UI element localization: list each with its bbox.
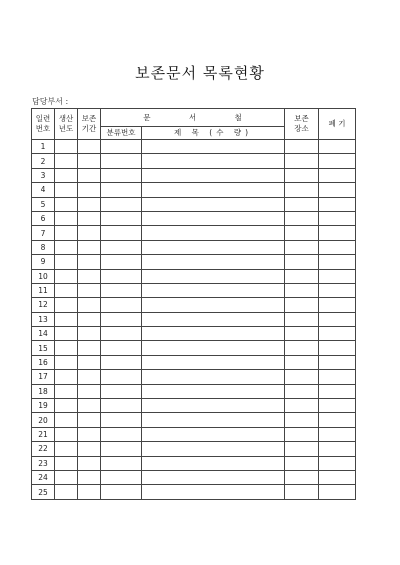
retention-period-cell[interactable] [78, 427, 101, 441]
department-label: 담당부서 : [32, 97, 69, 106]
classification-number-cell[interactable] [101, 283, 142, 297]
production-year-cell[interactable] [55, 154, 78, 168]
subject-cell[interactable] [142, 370, 285, 384]
production-year-cell[interactable] [55, 211, 78, 225]
serial-number-cell: 1 [32, 140, 55, 154]
production-year-cell[interactable] [55, 470, 78, 484]
storage-location-cell[interactable] [285, 211, 319, 225]
classification-number-cell[interactable] [101, 485, 142, 499]
page-title: 보존문서 목록현황 [135, 64, 265, 82]
storage-location-cell[interactable] [285, 154, 319, 168]
retention-period-cell[interactable] [78, 399, 101, 413]
serial-number-cell: 22 [32, 442, 55, 456]
classification-number-cell[interactable] [101, 255, 142, 269]
disposal-cell[interactable] [319, 427, 356, 441]
retention-period-cell[interactable] [78, 168, 101, 182]
subject-cell[interactable] [142, 240, 285, 254]
table-row [32, 140, 356, 154]
subject-cell[interactable] [142, 485, 285, 499]
retention-period-cell[interactable] [78, 384, 101, 398]
retention-period-cell[interactable] [78, 240, 101, 254]
table-row [32, 255, 356, 269]
disposal-cell[interactable] [319, 168, 356, 182]
table-row [32, 298, 356, 312]
retention-period-cell[interactable] [78, 255, 101, 269]
table-row [32, 456, 356, 470]
storage-location-cell[interactable] [285, 183, 319, 197]
retention-period-cell[interactable] [78, 413, 101, 427]
storage-location-cell[interactable] [285, 255, 319, 269]
subject-cell[interactable] [142, 413, 285, 427]
subject-cell[interactable] [142, 355, 285, 369]
disposal-cell[interactable] [319, 355, 356, 369]
disposal-cell[interactable] [319, 240, 356, 254]
disposal-cell[interactable] [319, 399, 356, 413]
classification-number-cell[interactable] [101, 413, 142, 427]
subject-cell[interactable] [142, 283, 285, 297]
table-row [32, 370, 356, 384]
classification-number-cell[interactable] [101, 226, 142, 240]
serial-number-cell: 24 [32, 470, 55, 484]
subject-cell[interactable] [142, 168, 285, 182]
serial-number-cell: 10 [32, 269, 55, 283]
production-year-cell[interactable] [55, 283, 78, 297]
classification-number-cell[interactable] [101, 442, 142, 456]
disposal-cell[interactable] [319, 442, 356, 456]
subject-cell[interactable] [142, 442, 285, 456]
disposal-cell[interactable] [319, 197, 356, 211]
retention-period-cell[interactable] [78, 269, 101, 283]
serial-number-cell: 18 [32, 384, 55, 398]
retention-period-cell[interactable] [78, 140, 101, 154]
header-retention-period: 보존 기간 [78, 109, 101, 140]
production-year-cell[interactable] [55, 197, 78, 211]
storage-location-cell[interactable] [285, 283, 319, 297]
storage-location-cell[interactable] [285, 341, 319, 355]
production-year-cell[interactable] [55, 399, 78, 413]
disposal-cell[interactable] [319, 384, 356, 398]
table-row [32, 413, 356, 427]
table-row [32, 183, 356, 197]
production-year-cell[interactable] [55, 327, 78, 341]
disposal-cell[interactable] [319, 485, 356, 499]
retention-period-cell[interactable] [78, 327, 101, 341]
classification-number-cell[interactable] [101, 399, 142, 413]
serial-number-cell: 12 [32, 298, 55, 312]
disposal-cell[interactable] [319, 183, 356, 197]
table-row [32, 327, 356, 341]
production-year-cell[interactable] [55, 355, 78, 369]
retention-period-cell[interactable] [78, 456, 101, 470]
table-row [32, 168, 356, 182]
table-row [32, 283, 356, 297]
classification-number-cell[interactable] [101, 211, 142, 225]
storage-location-cell[interactable] [285, 456, 319, 470]
retention-period-cell[interactable] [78, 226, 101, 240]
serial-number-cell: 15 [32, 341, 55, 355]
production-year-cell[interactable] [55, 384, 78, 398]
serial-number-cell: 13 [32, 312, 55, 326]
document-register-table [31, 108, 356, 500]
header-subject-quantity: 제 목 (수 량) [142, 127, 285, 140]
serial-number-cell: 23 [32, 456, 55, 470]
storage-location-cell[interactable] [285, 168, 319, 182]
subject-cell[interactable] [142, 183, 285, 197]
disposal-cell[interactable] [319, 211, 356, 225]
subject-cell[interactable] [142, 399, 285, 413]
classification-number-cell[interactable] [101, 140, 142, 154]
storage-location-cell[interactable] [285, 269, 319, 283]
production-year-cell[interactable] [55, 485, 78, 499]
table-row [32, 240, 356, 254]
subject-cell[interactable] [142, 312, 285, 326]
storage-location-cell[interactable] [285, 240, 319, 254]
retention-period-cell[interactable] [78, 154, 101, 168]
subject-cell[interactable] [142, 226, 285, 240]
subject-cell[interactable] [142, 269, 285, 283]
subject-cell[interactable] [142, 197, 285, 211]
production-year-cell[interactable] [55, 442, 78, 456]
disposal-cell[interactable] [319, 456, 356, 470]
storage-location-cell[interactable] [285, 427, 319, 441]
disposal-cell[interactable] [319, 470, 356, 484]
serial-number-cell: 4 [32, 183, 55, 197]
classification-number-cell[interactable] [101, 154, 142, 168]
retention-period-cell[interactable] [78, 442, 101, 456]
serial-number-cell: 16 [32, 355, 55, 369]
production-year-cell[interactable] [55, 341, 78, 355]
classification-number-cell[interactable] [101, 312, 142, 326]
classification-number-cell[interactable] [101, 470, 142, 484]
disposal-cell[interactable] [319, 154, 356, 168]
serial-number-cell: 20 [32, 413, 55, 427]
classification-number-cell[interactable] [101, 327, 142, 341]
storage-location-cell[interactable] [285, 197, 319, 211]
storage-location-cell[interactable] [285, 327, 319, 341]
table-row [32, 312, 356, 326]
serial-number-cell: 2 [32, 154, 55, 168]
production-year-cell[interactable] [55, 226, 78, 240]
serial-number-cell: 3 [32, 168, 55, 182]
retention-period-cell[interactable] [78, 283, 101, 297]
table-row [32, 355, 356, 369]
header-classification-number: 분류번호 [101, 127, 142, 140]
table-row [32, 442, 356, 456]
disposal-cell[interactable] [319, 370, 356, 384]
subject-cell[interactable] [142, 456, 285, 470]
table-row [32, 197, 356, 211]
disposal-cell[interactable] [319, 312, 356, 326]
production-year-cell[interactable] [55, 413, 78, 427]
serial-number-cell: 17 [32, 370, 55, 384]
retention-period-cell[interactable] [78, 197, 101, 211]
storage-location-cell[interactable] [285, 413, 319, 427]
disposal-cell[interactable] [319, 283, 356, 297]
production-year-cell[interactable] [55, 427, 78, 441]
table-row [32, 341, 356, 355]
table-row [32, 154, 356, 168]
retention-period-cell[interactable] [78, 183, 101, 197]
storage-location-cell[interactable] [285, 226, 319, 240]
subject-cell[interactable] [142, 298, 285, 312]
subject-cell[interactable] [142, 327, 285, 341]
classification-number-cell[interactable] [101, 370, 142, 384]
production-year-cell[interactable] [55, 269, 78, 283]
retention-period-cell[interactable] [78, 312, 101, 326]
production-year-cell[interactable] [55, 240, 78, 254]
retention-period-cell[interactable] [78, 298, 101, 312]
subject-cell[interactable] [142, 384, 285, 398]
production-year-cell[interactable] [55, 183, 78, 197]
classification-number-cell[interactable] [101, 240, 142, 254]
retention-period-cell[interactable] [78, 485, 101, 499]
table-row [32, 269, 356, 283]
production-year-cell[interactable] [55, 456, 78, 470]
classification-number-cell[interactable] [101, 456, 142, 470]
disposal-cell[interactable] [319, 255, 356, 269]
classification-number-cell[interactable] [101, 384, 142, 398]
classification-number-cell[interactable] [101, 341, 142, 355]
serial-number-cell: 11 [32, 283, 55, 297]
serial-number-cell: 7 [32, 226, 55, 240]
header-row-top [32, 109, 356, 127]
storage-location-cell[interactable] [285, 485, 319, 499]
classification-number-cell[interactable] [101, 298, 142, 312]
serial-number-cell: 25 [32, 485, 55, 499]
table-row [32, 211, 356, 225]
storage-location-cell[interactable] [285, 355, 319, 369]
subject-cell[interactable] [142, 140, 285, 154]
subject-cell[interactable] [142, 470, 285, 484]
subject-cell[interactable] [142, 154, 285, 168]
table-row [32, 470, 356, 484]
production-year-cell[interactable] [55, 298, 78, 312]
table-row [32, 226, 356, 240]
storage-location-cell[interactable] [285, 442, 319, 456]
classification-number-cell[interactable] [101, 355, 142, 369]
disposal-cell[interactable] [319, 226, 356, 240]
subject-cell[interactable] [142, 341, 285, 355]
header-storage-location: 보존 장소 [285, 109, 319, 140]
classification-number-cell[interactable] [101, 269, 142, 283]
classification-number-cell[interactable] [101, 168, 142, 182]
production-year-cell[interactable] [55, 312, 78, 326]
production-year-cell[interactable] [55, 370, 78, 384]
storage-location-cell[interactable] [285, 370, 319, 384]
serial-number-cell: 9 [32, 255, 55, 269]
table-row [32, 384, 356, 398]
header-disposal: 폐 기 [319, 109, 356, 140]
disposal-cell[interactable] [319, 140, 356, 154]
disposal-cell[interactable] [319, 327, 356, 341]
subject-cell[interactable] [142, 255, 285, 269]
retention-period-cell[interactable] [78, 370, 101, 384]
classification-number-cell[interactable] [101, 197, 142, 211]
storage-location-cell[interactable] [285, 384, 319, 398]
subject-cell[interactable] [142, 211, 285, 225]
retention-period-cell[interactable] [78, 470, 101, 484]
table-row [32, 485, 356, 499]
table-body [32, 140, 356, 500]
storage-location-cell[interactable] [285, 470, 319, 484]
table-row [32, 427, 356, 441]
retention-period-cell[interactable] [78, 211, 101, 225]
storage-location-cell[interactable] [285, 399, 319, 413]
serial-number-cell: 8 [32, 240, 55, 254]
production-year-cell[interactable] [55, 168, 78, 182]
storage-location-cell[interactable] [285, 312, 319, 326]
storage-location-cell[interactable] [285, 298, 319, 312]
production-year-cell[interactable] [55, 140, 78, 154]
header-production-year: 생산 년도 [55, 109, 78, 140]
disposal-cell[interactable] [319, 298, 356, 312]
serial-number-cell: 21 [32, 427, 55, 441]
disposal-cell[interactable] [319, 269, 356, 283]
serial-number-cell: 19 [32, 399, 55, 413]
disposal-cell[interactable] [319, 341, 356, 355]
classification-number-cell[interactable] [101, 427, 142, 441]
serial-number-cell: 5 [32, 197, 55, 211]
storage-location-cell[interactable] [285, 140, 319, 154]
subject-cell[interactable] [142, 427, 285, 441]
classification-number-cell[interactable] [101, 183, 142, 197]
retention-period-cell[interactable] [78, 355, 101, 369]
table-row [32, 399, 356, 413]
disposal-cell[interactable] [319, 413, 356, 427]
header-serial-number: 일련 번호 [32, 109, 55, 140]
serial-number-cell: 14 [32, 327, 55, 341]
retention-period-cell[interactable] [78, 341, 101, 355]
production-year-cell[interactable] [55, 255, 78, 269]
serial-number-cell: 6 [32, 211, 55, 225]
header-document-set: 문 서 철 [101, 109, 285, 127]
